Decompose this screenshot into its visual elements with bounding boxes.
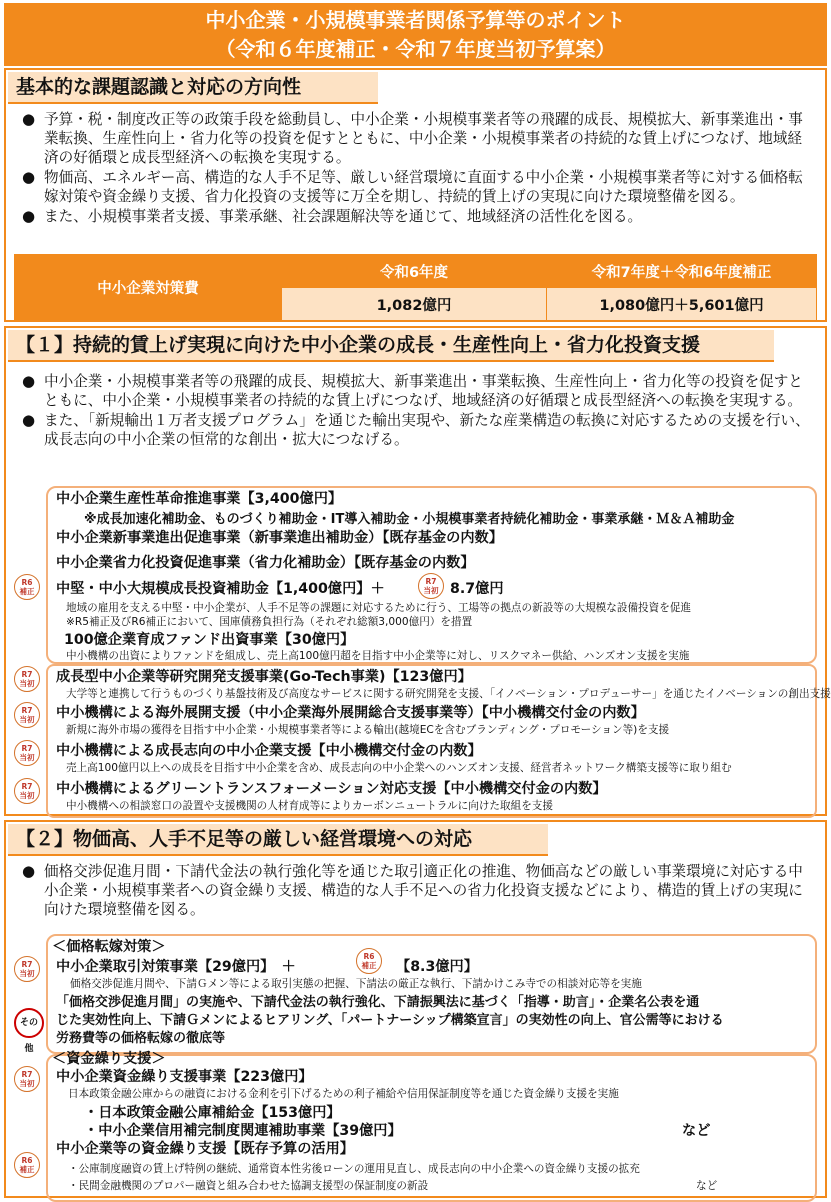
budget-col2-head: 令和7年度＋令和6年度補正 <box>547 255 817 288</box>
budget-col2-value: 1,080億円＋5,601億円 <box>547 288 817 321</box>
item-growth-support: 中小機構による成長志向の中小企業支援【中小機構交付金の内数】 <box>56 743 482 759</box>
r7-badge-inline: R7 当初 <box>418 573 444 599</box>
sec2-bullets <box>20 862 815 920</box>
basic-heading: 基本的な課題認識と対応の方向性 <box>8 72 378 104</box>
title-banner <box>4 3 827 66</box>
r7-badge-2: R7 当初 <box>14 702 40 728</box>
nado-2: など <box>696 1180 718 1192</box>
item-gx: 中小機構によるグリーントランスフォーメーション対応支援【中小機構交付金の内数】 <box>56 781 607 797</box>
item-overseas-desc: 新規に海外市場の獲得を目指す中小企業・小規模事業者等による輸出(越境ECを含むブランディング・プロモーション等)を支援 <box>66 724 670 736</box>
item-other-l3: 労務費等の価格転嫁の徹底等 <box>56 1031 226 1046</box>
item-growth-invest-r7: 8.7億円 <box>450 581 504 597</box>
budget-row-label: 中小企業対策費 <box>15 255 282 321</box>
item-finance: 中小企業資金繰り支援事業【223億円】 <box>56 1069 313 1085</box>
budget-col1-value: 1,082億円 <box>282 288 547 321</box>
item-other-l2: じた実効性向上、下請Ｇメンによるヒアリング、「パートナーシップ構築宣言」の実効性の向上、官公需等における <box>56 1013 724 1028</box>
r6-badge-2: R6 補正 <box>14 1152 40 1178</box>
price-heading: ＜価格転嫁対策＞ <box>52 939 166 955</box>
item-finance-sub1: ・日本政策金融公庫補給金【153億円】 <box>84 1105 341 1121</box>
sec1-heading: 【１】持続的賃上げ実現に向けた中小企業の成長・生産性向上・省力化投資支援 <box>8 330 774 362</box>
item-productivity: 中小企業生産性革命推進事業【3,400億円】 <box>56 491 343 507</box>
item-finance-sub2: ・中小企業信用補完制度関連補助事業【39億円】 <box>84 1123 402 1139</box>
item-trade-r6: 【8.3億円】 <box>396 959 478 975</box>
nado-1: など <box>682 1123 711 1139</box>
r7-badge-3: R7 当初 <box>14 740 40 766</box>
sono-badge: その他 <box>14 1008 44 1038</box>
item-other-l1: 「価格交渉促進月間」の実施や、下請代金法の執行強化、下請振興法に基づく「指導・助言」・企業名公表を通 <box>56 995 700 1010</box>
title-line1: 中小企業・小規模事業者関係予算等のポイント <box>205 8 626 32</box>
sec1-bullet-2: ● また、「新規輸出１万者支援プログラム」を通じた輸出実現や、新たな産業構造の転換に対応するための支援を行い、成長志向の中小企業の恒常的な創出・拡大につなげる。 <box>22 411 810 448</box>
item-labor-saving: 中小企業省力化投資促進事業（省力化補助金）【既存基金の内数】 <box>56 555 475 571</box>
sec2-bullet-1: ● 価格交渉促進月間・下請代金法の執行強化等を通じた取引適正化の推進、物価高などの厳しい事業環境に対応する中小企業・小規模事業者への資金繰り支援、構造的な人手不足への省力化投資支援などにより、構造的賃上げの実現に向けた環境整備を図る。 <box>22 862 803 918</box>
item-fund-desc: 中小機構の出資によりファンドを組成し、売上高100億円超を目指す中小企業等に対し、リスクマネー供給、ハンズオン支援を実施 <box>66 650 690 662</box>
sec2-section <box>4 820 827 1198</box>
r6-badge-inline: R6 補正 <box>356 948 382 974</box>
budget-table <box>14 254 817 321</box>
item-growth-invest-desc1: 地域の雇用を支える中堅・中小企業が、人手不足等の課題に対応するために行う、工場等の拠点の新設等の大規模な設備投資を促進 <box>66 602 692 614</box>
item-growth-support-desc: 売上高100億円以上への成長を目指す中小企業を含め、成長志向の中小企業へのハンズオン支援、経営者ネットワーク構築支援等に取り組む <box>66 762 732 774</box>
title-line2: （令和６年度補正・令和７年度当初予算案） <box>215 37 616 61</box>
sec1-section <box>4 326 831 816</box>
basic-bullet-3: ● また、小規模事業者支援、事業承継、社会課題解決等を通じて、地域経済の活性化を図る。 <box>22 207 643 225</box>
r7-badge-6: R7 当初 <box>14 1066 40 1092</box>
item-existing-budget: 中小企業等の資金繰り支援【既存予算の活用】 <box>56 1141 354 1157</box>
r7-badge-1: R7 当初 <box>14 666 40 692</box>
item-growth-invest: 中堅・中小大規模成長投資補助金【1,400億円】＋ <box>56 581 385 597</box>
item-productivity-sub: ※成長加速化補助金、ものづくり補助金・IT導入補助金・小規模事業者持続化補助金・事業承継・Ｍ＆Ａ補助金 <box>84 512 735 527</box>
fund-heading: ＜資金繰り支援＞ <box>52 1051 166 1067</box>
sec1-bullet-1: ● 中小企業・小規模事業者等の飛躍的成長、規模拡大、新事業進出・事業転換、生産性向上・省力化等の投資を促すとともに、中小企業・小規模事業者の持続的な賃上げにつなげ、地域経済の好循環と成長型経済への転換を実現する。 <box>22 372 803 409</box>
item-trade-desc: 価格交渉促進月間や、下請Ｇメン等による取引実態の把握、下請法の厳正な執行、下請かけこみ寺での相談対応等を実施 <box>70 978 642 990</box>
basic-bullet-1: ● 予算・税・制度改正等の政策手段を総動員し、中小企業・小規模事業者等の飛躍的成長、規模拡大、新事業進出・事業転換、生産性向上・省力化等の投資を促すとともに、中小企業・小規模事業者の持続的な賃上げにつなげ、地域経済の好循環と成長型経済への転換を実現する。 <box>22 110 803 166</box>
basic-bullet-2: ● 物価高、エネルギー高、構造的な人手不足等、厳しい経営環境に直面する中小企業・小規模事業者等に対する価格転嫁対策や資金繰り支援、省力化投資の支援等に万全を期し、持続的賃上げの実現に向けた環境整備を図る。 <box>22 168 803 205</box>
item-gotech-desc: 大学等と連携して行うものづくり基盤技術及び高度なサービスに関する研究開発を支援、「イノベーション・プロデューサー」を通じたイノベーションの創出支援 <box>66 688 831 700</box>
item-gotech: 成長型中小企業等研究開発支援事業(Go-Tech事業)【123億円】 <box>56 669 472 685</box>
r7-badge-4: R7 当初 <box>14 778 40 804</box>
sec2-heading: 【２】物価高、人手不足等の厳しい経営環境への対応 <box>8 824 548 856</box>
item-new-business: 中小企業新事業進出促進事業（新事業進出補助金）【既存基金の内数】 <box>56 530 503 546</box>
basic-bullets <box>20 110 815 227</box>
item-overseas: 中小機構による海外展開支援（中小企業海外展開総合支援事業等）【中小機構交付金の内数】 <box>56 705 645 721</box>
budget-col1-head: 令和6年度 <box>282 255 547 288</box>
sec1-bullets <box>20 372 815 450</box>
item-fund: 100億企業育成ファンド出資事業【30億円】 <box>64 632 355 648</box>
basic-section <box>4 68 827 322</box>
item-existing-desc2: ・民間金融機関のプロパー融資と組み合わせた協調支援型の保証制度の新設 <box>68 1180 429 1192</box>
r6-badge: R6 補正 <box>14 574 40 600</box>
item-gx-desc: 中小機構への相談窓口の設置や支援機関の人材育成等によりカーボンニュートラルに向けた取組を支援 <box>66 800 553 812</box>
item-growth-invest-desc2: ※R5補正及びR6補正において、国庫債務負担行為（それぞれ総額3,000億円）を措置 <box>66 616 473 628</box>
r7-badge-5: R7 当初 <box>14 956 40 982</box>
item-finance-desc: 日本政策金融公庫からの融資における金利を引下げるための利子補給や信用保証制度等を通じた資金繰り支援を実施 <box>68 1088 619 1100</box>
item-existing-desc1: ・公庫制度融資の賃上げ特例の継続、通常資本性劣後ローンの運用見直し、成長志向の中小企業への資金繰り支援の拡充 <box>68 1163 640 1175</box>
item-trade: 中小企業取引対策事業【29億円】 ＋ <box>56 959 296 975</box>
